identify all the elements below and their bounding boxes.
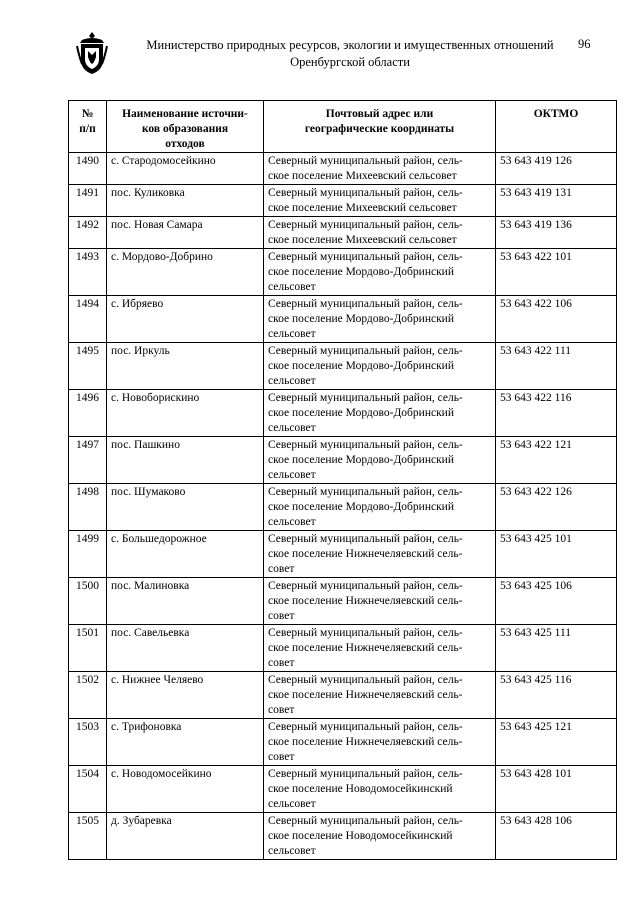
cell-number: 1497 <box>69 437 107 484</box>
address-line: ское поселение Мордово-Добринский <box>268 407 454 419</box>
cell-address <box>264 531 496 578</box>
cell-oktmo: 53 643 425 106 <box>496 578 617 625</box>
cell-address <box>264 484 496 531</box>
address-line: Северный муниципальный район, сель- <box>268 815 463 827</box>
address-line: ское поселение Нижнечеляевский сель- <box>268 689 463 701</box>
cell-address <box>264 719 496 766</box>
address-line: сельсовет <box>268 328 316 340</box>
address-line: сельсовет <box>268 798 316 810</box>
address-line: Северный муниципальный район, сель- <box>268 486 463 498</box>
cell-oktmo: 53 643 425 101 <box>496 531 617 578</box>
col-header-name-line1: Наименование источни- <box>122 108 248 120</box>
cell-source-name: пос. Иркуль <box>107 343 264 390</box>
cell-address <box>264 343 496 390</box>
cell-number: 1501 <box>69 625 107 672</box>
table-row <box>69 249 617 296</box>
table-row <box>69 296 617 343</box>
col-header-name-line2: ков образования <box>141 123 229 135</box>
cell-source-name: с. Ибряево <box>107 296 264 343</box>
cell-source-name: д. Зубаревка <box>107 813 264 860</box>
cell-source-name: пос. Куликовка <box>107 185 264 217</box>
address-line: Северный муниципальный район, сель- <box>268 345 463 357</box>
cell-address <box>264 217 496 249</box>
cell-address <box>264 249 496 296</box>
table-row <box>69 672 617 719</box>
address-line: Северный муниципальный район, сель- <box>268 580 463 592</box>
table-row <box>69 625 617 672</box>
address-line: Северный муниципальный район, сель- <box>268 298 463 310</box>
cell-source-name: с. Мордово-Добрино <box>107 249 264 296</box>
address-line: Северный муниципальный район, сель- <box>268 155 463 167</box>
cell-oktmo: 53 643 428 101 <box>496 766 617 813</box>
col-header-oktmo: ОКТМО <box>496 101 617 153</box>
cell-oktmo: 53 643 422 111 <box>496 343 617 390</box>
address-line: сельсовет <box>268 375 316 387</box>
address-line: совет <box>268 563 295 575</box>
table-row <box>69 531 617 578</box>
cell-oktmo: 53 643 422 101 <box>496 249 617 296</box>
cell-address <box>264 390 496 437</box>
cell-address <box>264 578 496 625</box>
col-header-number <box>69 101 107 153</box>
address-line: Северный муниципальный район, сель- <box>268 392 463 404</box>
address-line: ское поселение Новодомосейкинский <box>268 783 453 795</box>
address-line: Северный муниципальный район, сель- <box>268 251 463 263</box>
cell-oktmo: 53 643 419 136 <box>496 217 617 249</box>
cell-oktmo: 53 643 428 106 <box>496 813 617 860</box>
table-row <box>69 390 617 437</box>
cell-number: 1504 <box>69 766 107 813</box>
address-line: ское поселение Михеевский сельсовет <box>268 170 457 182</box>
cell-number: 1490 <box>69 153 107 185</box>
cell-address <box>264 766 496 813</box>
cell-oktmo: 53 643 425 121 <box>496 719 617 766</box>
address-line: ское поселение Мордово-Добринский <box>268 454 454 466</box>
cell-number: 1494 <box>69 296 107 343</box>
address-line: Северный муниципальный район, сель- <box>268 721 463 733</box>
cell-source-name: с. Большедорожное <box>107 531 264 578</box>
address-line: совет <box>268 751 295 763</box>
cell-number: 1499 <box>69 531 107 578</box>
cell-number: 1491 <box>69 185 107 217</box>
cell-address <box>264 437 496 484</box>
address-line: ское поселение Мордово-Добринский <box>268 313 454 325</box>
address-line: Северный муниципальный район, сель- <box>268 187 463 199</box>
col-header-number-line2: п/п <box>79 123 96 135</box>
cell-number: 1498 <box>69 484 107 531</box>
address-line: Северный муниципальный район, сель- <box>268 768 463 780</box>
address-line: ское поселение Михеевский сельсовет <box>268 234 457 246</box>
address-line: Северный муниципальный район, сель- <box>268 627 463 639</box>
cell-source-name: с. Трифоновка <box>107 719 264 766</box>
cell-number: 1493 <box>69 249 107 296</box>
cell-address <box>264 672 496 719</box>
table-row <box>69 343 617 390</box>
address-line: сельсовет <box>268 845 316 857</box>
cell-oktmo: 53 643 425 116 <box>496 672 617 719</box>
table-row <box>69 185 617 217</box>
address-line: ское поселение Мордово-Добринский <box>268 360 454 372</box>
cell-address <box>264 185 496 217</box>
col-header-address-line2: географические координаты <box>304 123 455 135</box>
cell-source-name: пос. Пашкино <box>107 437 264 484</box>
cell-number: 1495 <box>69 343 107 390</box>
address-line: сельсовет <box>268 422 316 434</box>
table-row <box>69 719 617 766</box>
address-line: ское поселение Мордово-Добринский <box>268 266 454 278</box>
ministry-name: Министерство природных ресурсов, экологии и имущественных отношений <box>146 38 554 52</box>
address-line: совет <box>268 704 295 716</box>
cell-oktmo: 53 643 422 116 <box>496 390 617 437</box>
cell-oktmo: 53 643 419 126 <box>496 153 617 185</box>
table-row <box>69 484 617 531</box>
table-row <box>69 813 617 860</box>
col-header-address-line1: Почтовый адрес или <box>325 108 434 120</box>
cell-address <box>264 625 496 672</box>
page-header <box>0 0 640 100</box>
table-row <box>69 437 617 484</box>
cell-oktmo: 53 643 425 111 <box>496 625 617 672</box>
cell-number: 1505 <box>69 813 107 860</box>
address-line: Северный муниципальный район, сель- <box>268 533 463 545</box>
address-line: ское поселение Мордово-Добринский <box>268 501 454 513</box>
address-line: ское поселение Михеевский сельсовет <box>268 202 457 214</box>
address-line: Северный муниципальный район, сель- <box>268 219 463 231</box>
cell-source-name: пос. Новая Самара <box>107 217 264 249</box>
cell-number: 1502 <box>69 672 107 719</box>
page-number: 96 <box>578 37 591 51</box>
address-line: ское поселение Нижнечеляевский сель- <box>268 642 463 654</box>
table-row <box>69 578 617 625</box>
address-line: Северный муниципальный район, сель- <box>268 439 463 451</box>
address-line: совет <box>268 610 295 622</box>
table-row <box>69 217 617 249</box>
address-line: ское поселение Нижнечеляевский сель- <box>268 736 463 748</box>
region-name: Оренбургской области <box>290 55 410 69</box>
address-line: ское поселение Новодомосейкинский <box>268 830 453 842</box>
cell-address <box>264 813 496 860</box>
address-line: Северный муниципальный район, сель- <box>268 674 463 686</box>
address-line: сельсовет <box>268 516 316 528</box>
cell-oktmo: 53 643 422 106 <box>496 296 617 343</box>
col-header-name-line3: отходов <box>165 138 205 150</box>
cell-source-name: с. Нижнее Челяево <box>107 672 264 719</box>
cell-oktmo: 53 643 422 121 <box>496 437 617 484</box>
address-line: сельсовет <box>268 281 316 293</box>
table-header-row <box>69 101 617 153</box>
cell-source-name: с. Стародомосейкино <box>107 153 264 185</box>
table-row <box>69 766 617 813</box>
address-line: ское поселение Нижнечеляевский сель- <box>268 595 463 607</box>
col-header-number-line1: № <box>81 108 94 120</box>
cell-source-name: пос. Савельевка <box>107 625 264 672</box>
table-row <box>69 153 617 185</box>
cell-address <box>264 153 496 185</box>
cell-source-name: пос. Малиновка <box>107 578 264 625</box>
cell-source-name: пос. Шумаково <box>107 484 264 531</box>
cell-number: 1503 <box>69 719 107 766</box>
waste-sources-table <box>68 100 617 860</box>
col-header-name <box>107 101 264 153</box>
cell-oktmo: 53 643 422 126 <box>496 484 617 531</box>
cell-number: 1500 <box>69 578 107 625</box>
coat-of-arms-icon <box>76 30 108 76</box>
address-line: ское поселение Нижнечеляевский сель- <box>268 548 463 560</box>
cell-source-name: с. Новодомосейкино <box>107 766 264 813</box>
address-line: сельсовет <box>268 469 316 481</box>
cell-address <box>264 296 496 343</box>
col-header-address <box>264 101 496 153</box>
address-line: совет <box>268 657 295 669</box>
cell-source-name: с. Новоборискино <box>107 390 264 437</box>
cell-number: 1492 <box>69 217 107 249</box>
cell-oktmo: 53 643 419 131 <box>496 185 617 217</box>
cell-number: 1496 <box>69 390 107 437</box>
